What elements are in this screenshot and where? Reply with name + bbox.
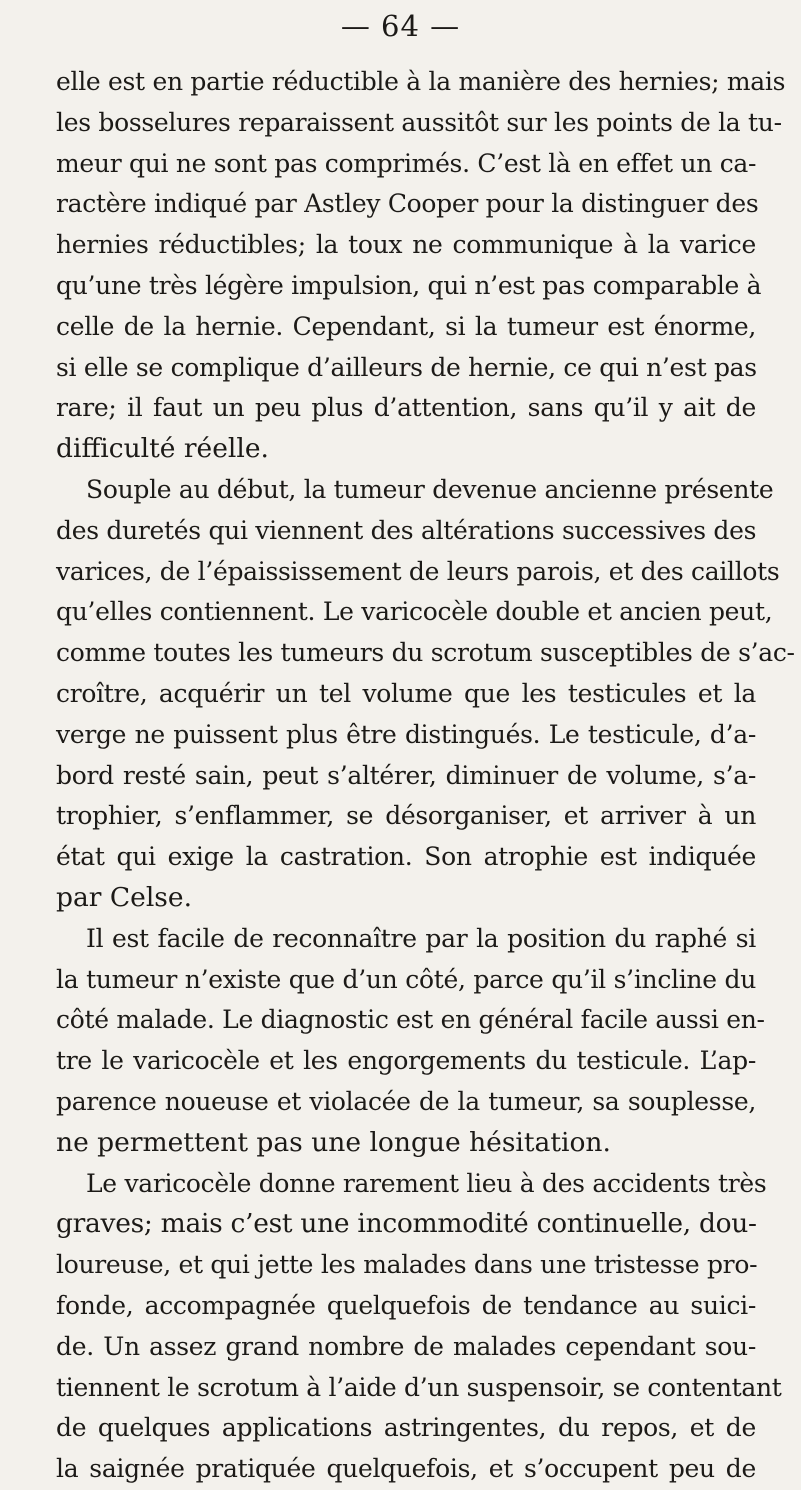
text-line: ractère indiqué par Astley Cooper pour la distinguer des [56,189,759,219]
text-line: comme toutes les tumeurs du scrotum susceptibles de s’ac- [56,638,795,668]
text-line: la tumeur n’existe que d’un côté, parce qu’il s’incline du [56,964,756,994]
page-number-header: — 64 — [340,9,461,43]
text-line: celle de la hernie. Cependant, si la tumeur est énorme, [56,311,756,341]
text-line: ne permettent pas une longue hésitation. [56,1126,611,1158]
text-line: des duretés qui viennent des altérations successives des [56,515,757,545]
text-line: verge ne puissent plus être distingués. Le testicule, d’a- [56,719,756,749]
text-line: par Celse. [56,881,192,913]
text-line: varices, de l’épaississement de leurs parois, et des caillots [56,556,780,586]
text-line: difficulté réelle. [56,433,269,465]
text-line: qu’une très légère impulsion, qui n’est pas comparable à [56,270,762,300]
text-line: si elle se complique d’ailleurs de hernie, ce qui n’est pas [56,352,757,382]
text-line: parence noueuse et violacée de la tumeur, sa souplesse, [56,1086,756,1116]
text-line: tre le varicocèle et les engorgements du testicule. L’ap- [56,1046,756,1076]
text-line: hernies réductibles; la toux ne communique à la varice [56,230,756,260]
text-line: elle est en partie réductible à la manière des hernies; mais [56,67,786,96]
text-line: les bosselures reparaissent aussitôt sur les points de la tu- [56,107,782,137]
text-line: côté malade. Le diagnostic est en général facile aussi en- [56,1005,765,1035]
text-line: meur qui ne sont pas comprimés. C’est là en effet un ca- [56,148,757,178]
body-text [56,62,795,1490]
text-line: Le varicocèle donne rarement lieu à des accidents très [86,1168,767,1198]
text-line: de. Un assez grand nombre de malades cependant sou- [56,1331,756,1361]
text-line: la saignée pratiquée quelquefois, et s’occupent peu de [56,1454,756,1484]
text-line: Souple au début, la tumeur devenue ancienne présente [86,474,774,504]
text-line: de quelques applications astringentes, du repos, et de [56,1413,756,1443]
text-line: rare; il faut un peu plus d’attention, sans qu’il y ait de [56,393,756,423]
text-line: graves; mais c’est une incommodité continuelle, dou- [56,1208,757,1240]
text-line: Il est facile de reconnaître par la position du raphé si [86,923,756,953]
text-line: croître, acquérir un tel volume que les testicules et la [56,678,756,708]
text-line: tiennent le scrotum à l’aide d’un suspensoir, se contentant [56,1372,782,1402]
text-line: état qui exige la castration. Son atrophie est indiquée [56,842,756,872]
text-line: qu’elles contiennent. Le varicocèle double et ancien peut, [56,597,773,627]
text-line: trophier, s’enflammer, se désorganiser, et arriver à un [56,801,756,831]
text-line: bord resté sain, peut s’altérer, diminuer de volume, s’a- [56,760,756,790]
text-line: loureuse, et qui jette les malades dans une tristesse pro- [56,1250,758,1280]
text-line: fonde, accompagnée quelquefois de tendance au suici- [56,1290,756,1320]
